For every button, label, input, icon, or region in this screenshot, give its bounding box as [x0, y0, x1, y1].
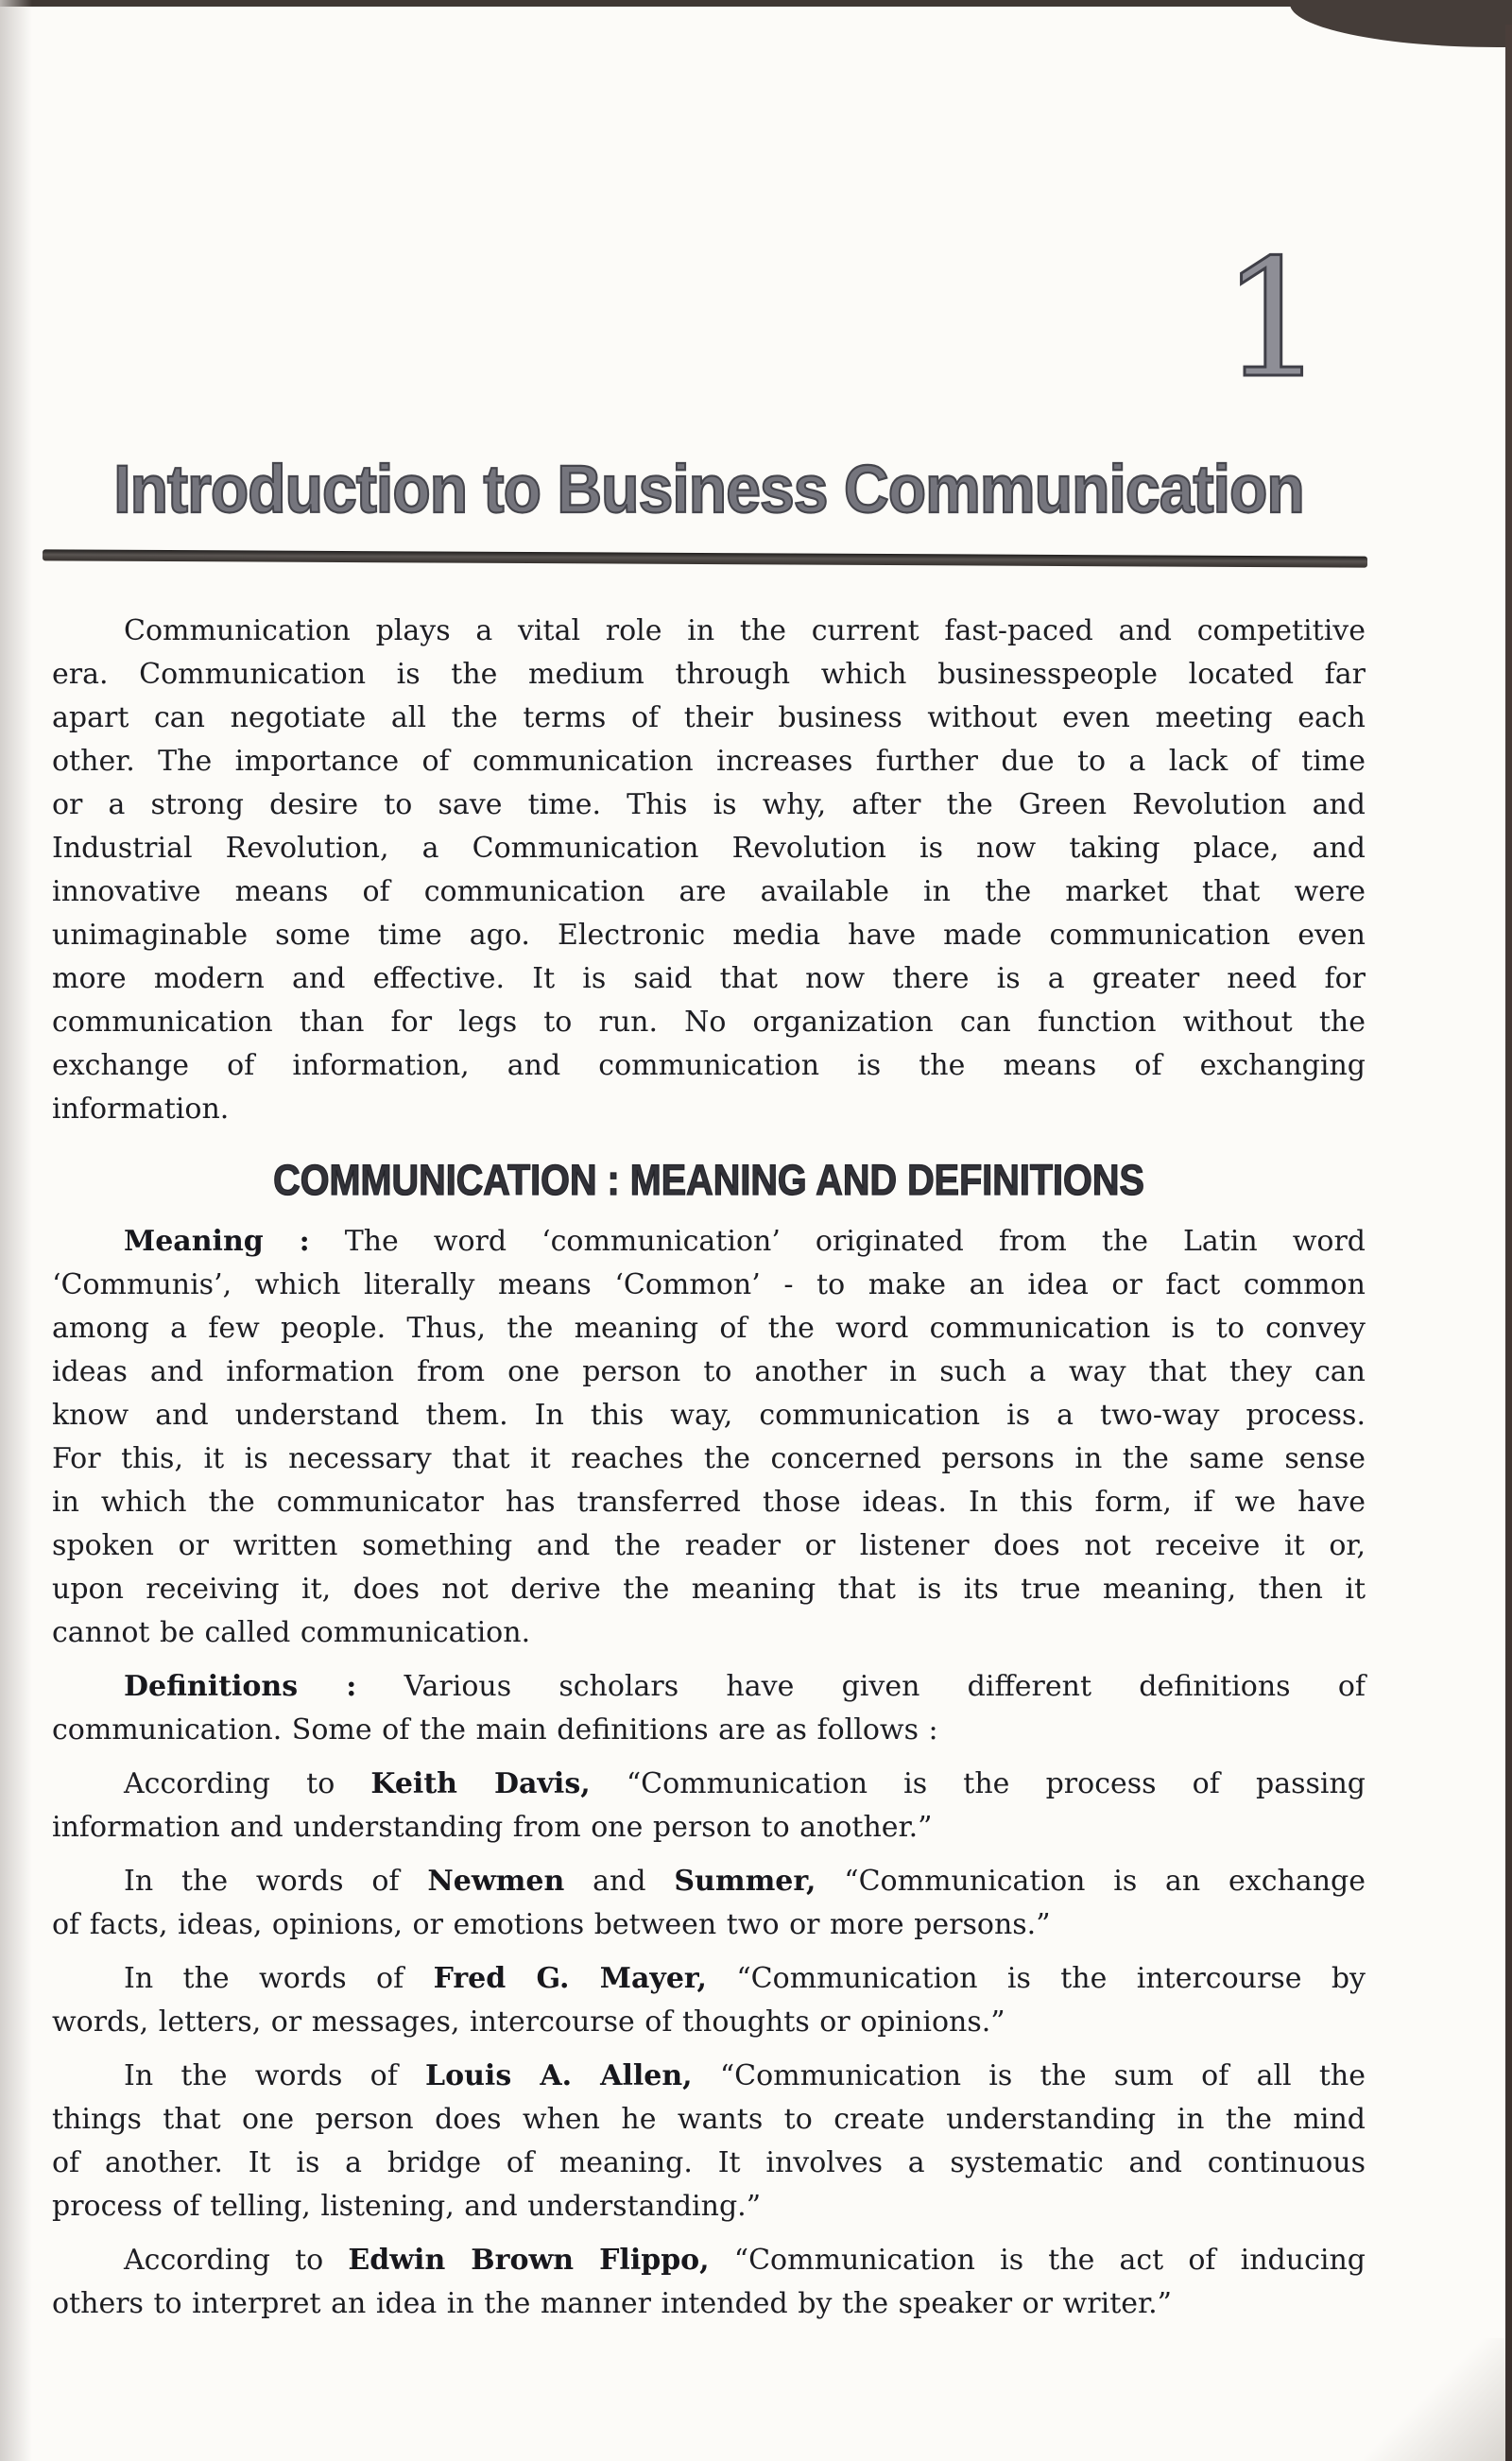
text-line: others to interpret an idea in the manner intended by the speaker or writer.”	[52, 2286, 1172, 2320]
text-line: Communication plays a vital role in the current fast-paced and competitive	[124, 614, 1366, 647]
paragraph	[52, 1763, 1366, 1850]
text-line: In the words of Fred G. Mayer, “Communication is the intercourse by	[124, 1961, 1366, 1995]
text-line: era. Communication is the medium through which businesspeople located far	[52, 658, 1366, 691]
text-line: For this, it is necessary that it reaches the concerned persons in the same sense	[52, 1441, 1366, 1475]
text-line: Definitions : Various scholars have given different definitions of	[124, 1669, 1366, 1703]
text-line: apart can negotiate all the terms of their business without even meeting each	[52, 701, 1366, 734]
chapter-number: 1	[1221, 224, 1325, 414]
scan-edge-top	[0, 0, 1512, 7]
text-line: or a strong desire to save time. This is why, after the Green Revolution and	[52, 788, 1366, 821]
text-line: ‘Communis’, which literally means ‘Common’ - to make an idea or fact common	[52, 1267, 1366, 1301]
scan-edge-right	[1505, 25, 1512, 2461]
text-line: in which the communicator has transferred those ideas. In this form, if we have	[52, 1485, 1366, 1519]
text-line: upon receiving it, does not derive the meaning that is its true meaning, then it	[52, 1572, 1366, 1606]
paragraph	[52, 1957, 1366, 2044]
chapter-title: Introduction to Business Communication	[113, 453, 1304, 527]
scan-shadow-bottom-right	[1364, 2338, 1505, 2461]
text-line: other. The importance of communication increases further due to a lack of time	[52, 745, 1366, 778]
text-line: more modern and effective. It is said that now there is a greater need for	[52, 962, 1366, 995]
paragraph	[52, 2239, 1366, 2326]
text-line: things that one person does when he wants to create understanding in the mind	[52, 2102, 1366, 2136]
paragraph	[52, 1860, 1366, 1947]
scan-edge-left	[0, 0, 32, 2461]
text-line: of another. It is a bridge of meaning. It involves a systematic and continuous	[52, 2145, 1366, 2179]
text-line: communication. Some of the main definitions are as follows :	[52, 1712, 938, 1747]
text-line: In the words of Newmen and Summer, “Communication is an exchange	[124, 1864, 1366, 1898]
text-line: According to Keith Davis, “Communication is the process of passing	[124, 1766, 1366, 1800]
text-line: Meaning : The word ‘communication’ originated from the Latin word	[124, 1224, 1366, 1258]
text-line: information.	[52, 1093, 230, 1126]
text-line: Industrial Revolution, a Communication Revolution is now taking place, and	[52, 832, 1366, 865]
text-line: ideas and information from one person to another in such a way that they can	[52, 1354, 1366, 1388]
text-line: of facts, ideas, opinions, or emotions between two or more persons.”	[52, 1907, 1051, 1941]
text-line: information and understanding from one person to another.”	[52, 1810, 933, 1844]
scan-edge-top-right	[1290, 0, 1512, 47]
paragraph	[52, 1220, 1366, 1655]
text-line: cannot be called communication.	[52, 1615, 531, 1649]
page-content	[52, 610, 1366, 2336]
text-line: communication than for legs to run. No organization can function without the	[52, 1006, 1366, 1039]
text-line: innovative means of communication are available in the market that were	[52, 875, 1366, 908]
text-line: In the words of Louis A. Allen, “Communication is the sum of all the	[124, 2058, 1366, 2092]
text-line: spoken or written something and the reader or listener does not receive it or,	[52, 1528, 1366, 1562]
text-line: unimaginable some time ago. Electronic media have made communication even	[52, 919, 1366, 952]
text-line: among a few people. Thus, the meaning of the word communication is to convey	[52, 1311, 1366, 1345]
text-line: words, letters, or messages, intercourse of thoughts or opinions.”	[52, 2005, 1005, 2039]
text-line: exchange of information, and communication is the means of exchanging	[52, 1049, 1366, 1082]
text-line: know and understand them. In this way, communication is a two-way process.	[52, 1398, 1366, 1432]
paragraph	[52, 2055, 1366, 2229]
text-line: process of telling, listening, and understanding.”	[52, 2189, 762, 2223]
section-heading: COMMUNICATION : MEANING AND DEFINITIONS	[273, 1156, 1144, 1204]
paragraph	[52, 1665, 1366, 1752]
text-line: According to Edwin Brown Flippo, “Communication is the act of inducing	[124, 2243, 1366, 2277]
title-rule	[43, 549, 1367, 567]
paragraph	[52, 610, 1366, 1131]
